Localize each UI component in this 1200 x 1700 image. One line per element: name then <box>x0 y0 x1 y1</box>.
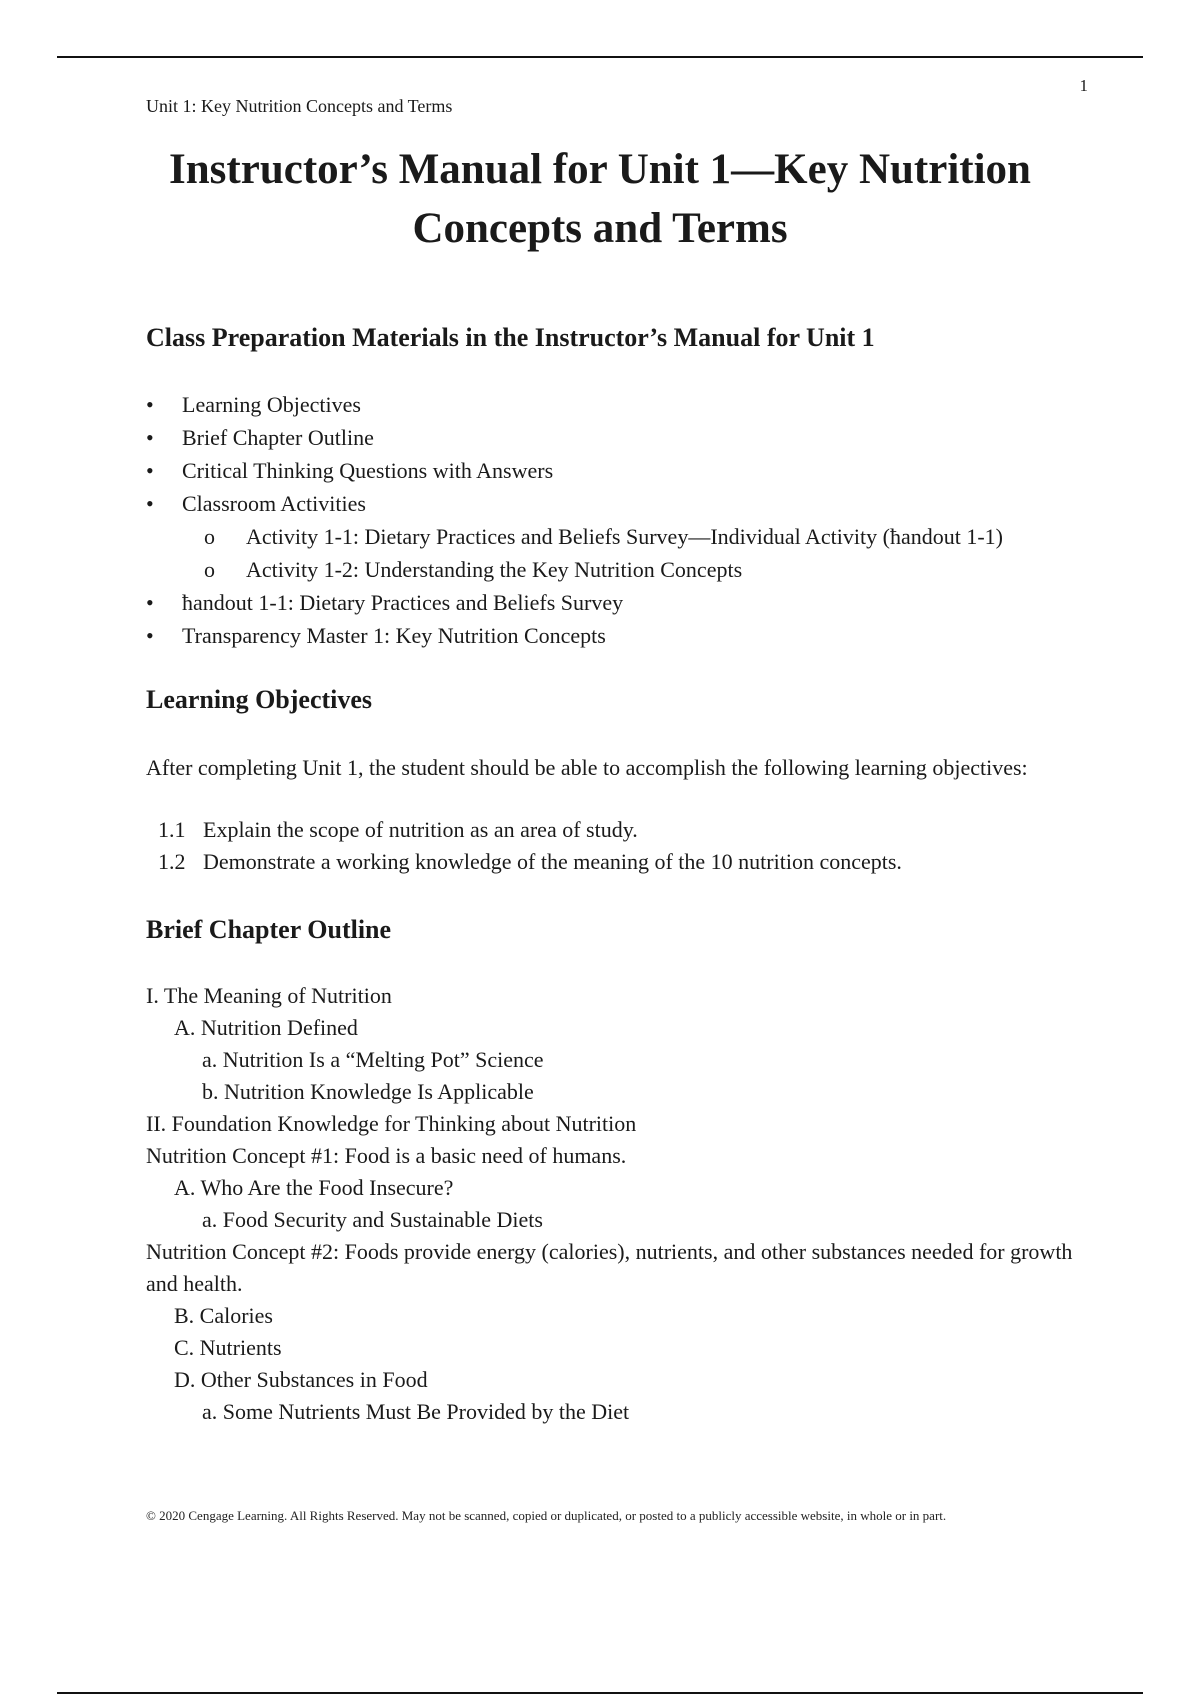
outline-item: B. Calories <box>174 1303 273 1328</box>
class-prep-list <box>146 388 1003 652</box>
objective-item <box>158 814 902 846</box>
copyright-footer: © 2020 Cengage Learning. All Rights Reserved. May not be scanned, copied or duplicated, or posted to a publicly accessible website, in whole or in part. <box>146 1508 947 1523</box>
objective-number: 1.1 <box>158 817 186 842</box>
list-item-text: Critical Thinking Questions with Answers <box>182 458 554 483</box>
outline-item: a. Some Nutrients Must Be Provided by the Diet <box>202 1399 630 1424</box>
list-item <box>146 520 1003 553</box>
chapter-outline <box>146 980 1076 1428</box>
outline-item: a. Food Security and Sustainable Diets <box>202 1207 543 1232</box>
bullet-icon: • <box>146 590 154 615</box>
bottom-rule <box>57 1692 1143 1694</box>
list-item <box>146 388 1003 421</box>
page-title: Instructor’s Manual for Unit 1—Key Nutrition Concepts and Terms <box>169 146 1031 252</box>
list-item <box>146 586 1003 619</box>
bullet-icon: • <box>146 458 154 483</box>
outline-item: A. Nutrition Defined <box>174 1015 358 1040</box>
list-item-text: Brief Chapter Outline <box>182 425 374 450</box>
bullet-icon: • <box>146 392 154 417</box>
learning-objectives-heading: Learning Objectives <box>146 685 373 714</box>
list-item <box>146 619 1003 652</box>
objective-text: Demonstrate a working knowledge of the meaning of the 10 nutrition concepts. <box>203 849 902 874</box>
running-header: Unit 1: Key Nutrition Concepts and Terms <box>146 96 453 116</box>
bullet-icon: • <box>146 623 154 648</box>
list-item-text: Classroom Activities <box>182 491 366 516</box>
outline-item: D. Other Substances in Food <box>174 1367 428 1392</box>
bullet-icon: • <box>146 425 154 450</box>
sub-bullet-icon: o <box>204 524 215 549</box>
outline-item: II. Foundation Knowledge for Thinking about Nutrition <box>146 1111 637 1136</box>
outline-item: C. Nutrients <box>174 1335 282 1360</box>
outline-item: a. Nutrition Is a “Melting Pot” Science <box>202 1047 544 1072</box>
list-item-text: Learning Objectives <box>182 392 361 417</box>
sub-bullet-icon: o <box>204 557 215 582</box>
page-number: 1 <box>1079 76 1088 95</box>
outline-item: Nutrition Concept #2: Foods provide energy (calories), nutrients, and other substances needed for growth and health. <box>146 1239 1073 1296</box>
outline-item: Nutrition Concept #1: Food is a basic need of humans. <box>146 1143 627 1168</box>
objective-item <box>158 846 902 878</box>
learning-objectives-intro: After completing Unit 1, the student should be able to accomplish the following learning objectives: <box>146 755 1028 780</box>
outline-item: b. Nutrition Knowledge Is Applicable <box>202 1079 534 1104</box>
list-item <box>146 454 1003 487</box>
class-prep-heading: Class Preparation Materials in the Instructor’s Manual for Unit 1 <box>146 323 875 352</box>
list-item <box>146 553 1003 586</box>
list-item <box>146 487 1003 520</box>
list-item-text: Transparency Master 1: Key Nutrition Concepts <box>182 623 606 648</box>
list-item-text: ћandout 1-1: Dietary Practices and Beliefs Survey <box>182 590 624 615</box>
list-item <box>146 421 1003 454</box>
objective-number: 1.2 <box>158 849 186 874</box>
outline-item: A. Who Are the Food Insecure? <box>174 1175 454 1200</box>
top-rule <box>57 56 1143 58</box>
objective-text: Explain the scope of nutrition as an area of study. <box>203 817 638 842</box>
list-item-text: Activity 1-2: Understanding the Key Nutrition Concepts <box>246 557 743 582</box>
list-item-text: Activity 1-1: Dietary Practices and Beliefs Survey—Individual Activity (ћandout 1-1) <box>246 524 1003 549</box>
objectives-list <box>158 814 902 878</box>
outline-heading: Brief Chapter Outline <box>146 915 392 944</box>
outline-item: I. The Meaning of Nutrition <box>146 983 392 1008</box>
bullet-icon: • <box>146 491 154 516</box>
